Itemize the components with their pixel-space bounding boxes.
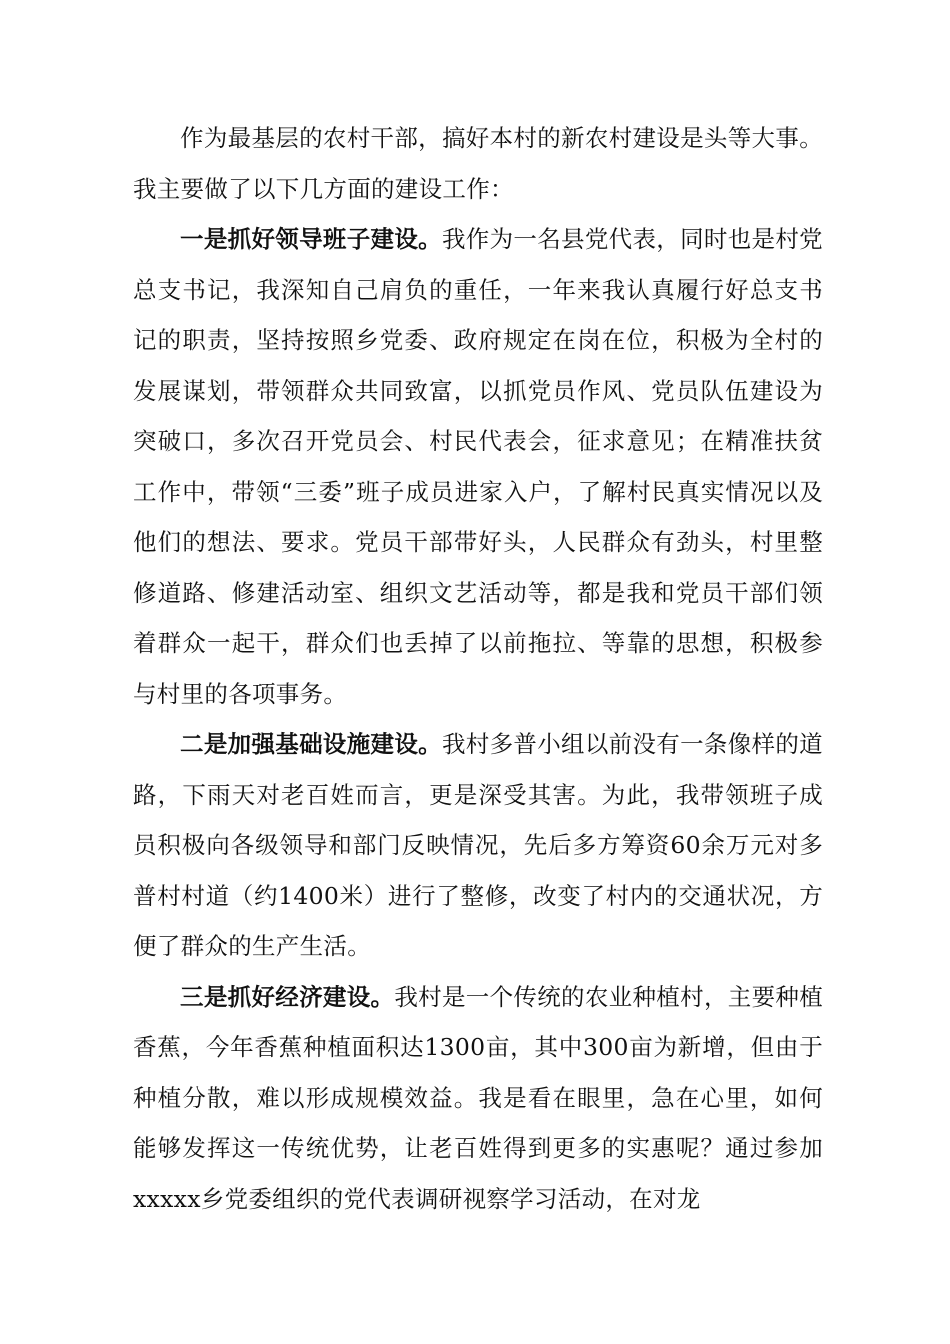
paragraph-text: 我村是一个传统的农业种植村，主要种植香蕉，今年香蕉种植面积达1300亩，其中300亩为新增，但由于种植分散，难以形成规模效益。我是看在眼里，急在心里，如何能够发挥这一传统优势，让老百姓得到更多的实惠呢？通过参加xxxxx乡党委组织的党代表调研视察学习活动，在对龙 bbox=[133, 982, 823, 1213]
paragraph-text: 我村多普小组以前没有一条像样的道路，下雨天对老百姓而言，更是深受其害。为此，我带领班子成员积极向各级领导和部门反映情况，先后多方筹资60余万元对多普村村道（约1400米）进行了整修，改变了村内的交通状况，方便了群众的生产生活。 bbox=[133, 730, 823, 960]
paragraph-lead: 一是抓好领导班子建设。 bbox=[180, 225, 442, 253]
economy-paragraph bbox=[133, 972, 823, 1225]
document-body bbox=[133, 113, 823, 1224]
leadership-paragraph bbox=[133, 214, 823, 719]
paragraph-lead: 二是加强基础设施建设。 bbox=[180, 730, 442, 758]
paragraph-lead: 三是抓好经济建设。 bbox=[180, 982, 395, 1011]
intro-paragraph bbox=[133, 113, 823, 214]
infrastructure-paragraph bbox=[133, 719, 823, 972]
paragraph-text: 我作为一名县党代表，同时也是村党总支书记，我深知自己肩负的重任，一年来我认真履行好总支书记的职责，坚持按照乡党委、政府规定在岗在位，积极为全村的发展谋划，带领群众共同致富，以抓党员作风、党员队伍建设为突破口，多次召开党员会、村民代表会，征求意见；在精准扶贫工作中，带领“三委”班子成员进家入户，了解村民真实情况以及他们的想法、要求。党员干部带好头，人民群众有劲头，村里整修道路、修建活动室、组织文艺活动等，都是我和党员干部们领着群众一起干，群众们也丢掉了以前拖拉、等靠的思想，积极参与村里的各项事务。 bbox=[133, 225, 823, 708]
paragraph-text: 作为最基层的农村干部，搞好本村的新农村建设是头等大事。我主要做了以下几方面的建设工作： bbox=[133, 124, 823, 203]
